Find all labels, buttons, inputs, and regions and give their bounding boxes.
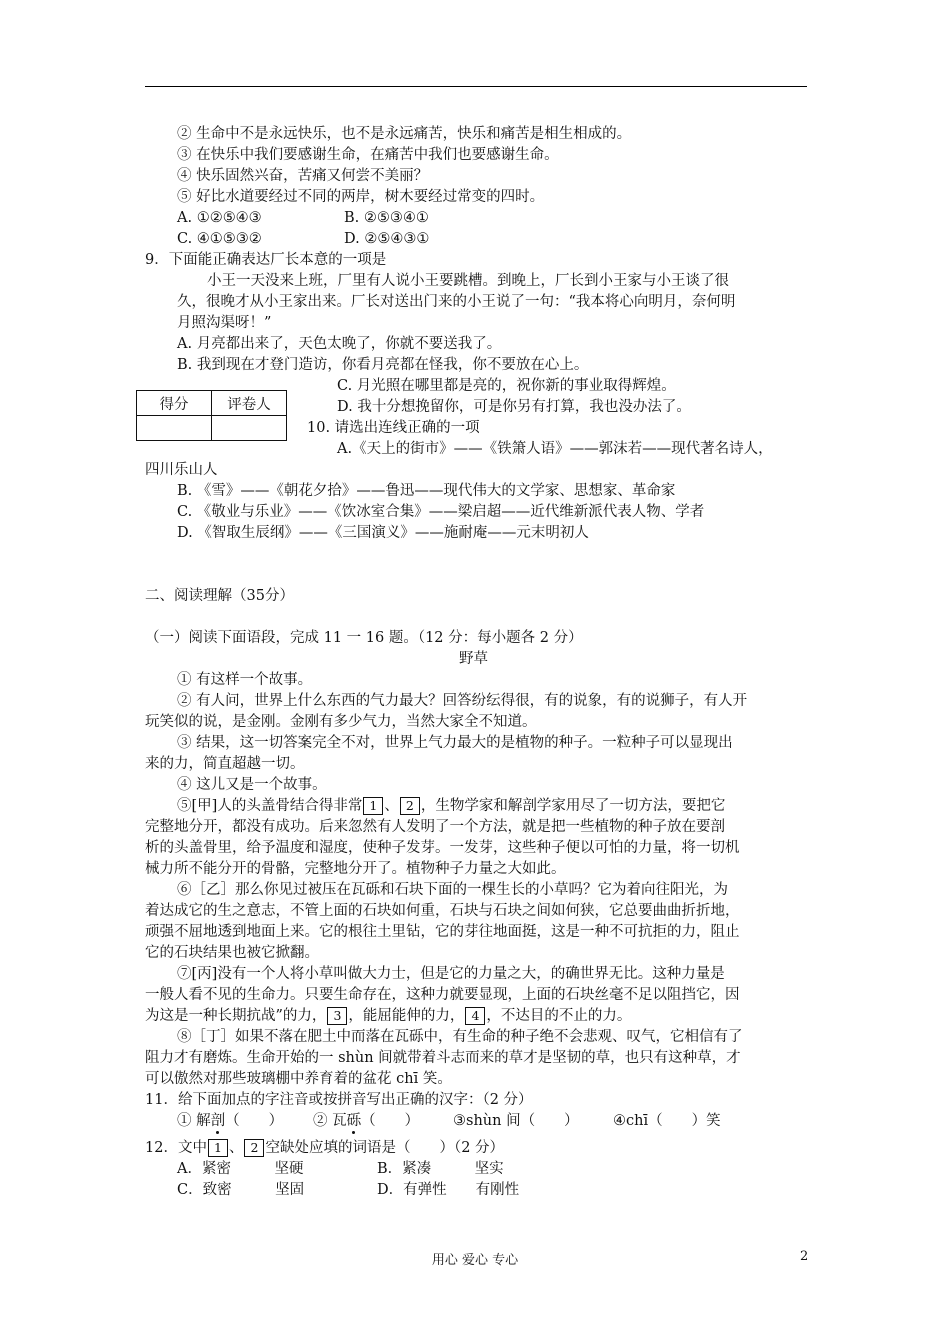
blank-box-2: 2: [244, 1139, 264, 1157]
page-number: 2: [800, 1249, 809, 1264]
text: ⑤[甲]人的头盖骨结合得非常: [177, 798, 363, 814]
text: 12．文中: [145, 1140, 207, 1156]
text: 空缺处应填的词语是（ ）（2 分）: [265, 1140, 505, 1156]
choice-d: D. ②⑤④③①: [344, 231, 430, 247]
question-9: 9．下面能正确表达厂长本意的一项是: [145, 252, 387, 268]
text: 为这是一种长期抗战”的力，: [145, 1008, 327, 1024]
blank-box-1: 1: [363, 797, 383, 815]
text: 、: [384, 798, 399, 814]
passage-line: ① 有这样一个故事。: [177, 672, 313, 688]
question-10: 10. 请选出连线正确的一项: [307, 420, 480, 436]
header-rule: [145, 86, 807, 87]
footer-text: 用心 爱心 专心: [431, 1253, 519, 1268]
grader-header: 评卷人: [212, 391, 287, 416]
option-line: ③ 在快乐中我们要感谢生命，在痛苦中我们也要感谢生命。: [177, 147, 559, 163]
question-11: 11．给下面加点的字注音或按拼音写出正确的汉字：（2 分）: [145, 1092, 533, 1108]
q11-item-1: [177, 1111, 283, 1131]
blank-box-2: 2: [400, 797, 420, 815]
passage-line: 月照沟渠呀！”: [177, 315, 272, 331]
dotted-char: 剖: [210, 1113, 226, 1129]
text: ① 解: [177, 1113, 211, 1129]
choice-d: D. 《智取生辰纲》——《三国演义》——施耐庵——元末明初人: [177, 525, 589, 541]
choice-b: B. ②⑤③④①: [344, 210, 429, 226]
passage-title: 野草: [459, 651, 488, 667]
choice-c: C. 《敬业与乐业》——《饮冰室合集》——梁启超——近代维新派代表人物、学者: [177, 504, 705, 520]
passage-line: ③ 结果，这一切答案完全不对，世界上气力最大的是植物的种子。一粒种子可以显现出: [177, 735, 733, 751]
blank-box-1: 1: [208, 1139, 228, 1157]
passage-line: [145, 1006, 631, 1026]
text: ，不达目的不止的力。: [486, 1008, 632, 1024]
choice-d: D．有弹性 有刚性: [377, 1182, 520, 1198]
passage-line: 久，很晚才从小王家出来。厂长对送出门来的小王说了一句：“我本将心向明月，奈何明: [177, 294, 736, 310]
choice-a-cont: 四川乐山人: [145, 462, 218, 478]
choice-b: B. 我到现在才登门造访，你看月亮都在怪我，你不要放在心上。: [177, 357, 589, 373]
option-line: ④ 快乐固然兴奋，苦痛又何尝不美丽？: [177, 168, 429, 184]
passage-line: ⑥［乙］那么你见过被压在瓦砾和石块下面的一棵生长的小草吗？它为着向往阳光，为: [177, 882, 728, 898]
score-table: [136, 390, 287, 441]
part-heading: （一）阅读下面语段，完成 11 一 16 题。（12 分：每小题各 2 分）: [145, 630, 583, 646]
choice-d: D. 我十分想挽留你，可是你另有打算，我也没办法了。: [337, 399, 691, 415]
text: ② 瓦: [313, 1113, 347, 1129]
passage-line: 顽强不屈地透到地面上来。它的根往土里钻，它的芽往地面挺，这是一种不可抗拒的力，阻止: [145, 924, 740, 940]
choice-b: B. 《雪》——《朝花夕拾》——鲁迅——现代伟大的文学家、思想家、革命家: [177, 483, 676, 499]
passage-line: [177, 796, 725, 816]
text: （ ）: [225, 1113, 284, 1129]
text: 、: [228, 1140, 244, 1156]
choice-c: C. 月光照在哪里都是亮的，祝你新的事业取得辉煌。: [337, 378, 676, 394]
passage-line: 析的头盖骨里，给予温度和湿度，使种子发芽。一发芽，这些种子便以可怕的力量，将一切机: [145, 840, 740, 856]
q11-item-3: ③shùn 间（ ）: [453, 1113, 579, 1129]
q11-item-2: [313, 1111, 419, 1131]
text: （ ）: [361, 1113, 420, 1129]
option-line: ⑤ 好比水道要经过不同的两岸，树木要经过常变的四时。: [177, 189, 545, 205]
choice-a: A.《天上的街市》——《铁箫人语》——郭沫若——现代著名诗人，: [337, 441, 773, 457]
q11-item-4: ④chī（ ）笑: [613, 1113, 721, 1129]
passage-line: 来的力，简直超越一切。: [145, 756, 305, 772]
choice-b: B．紧凑 坚实: [377, 1161, 504, 1177]
passage-line: 玩笑似的说，是金刚。金刚有多少气力，当然大家全不知道。: [145, 714, 537, 730]
section-heading: 二、阅读理解（35分）: [145, 588, 294, 604]
passage-line: ⑦[丙]没有一个人将小草叫做大力士，但是它的力量之大，的确世界无比。这种力量是: [177, 966, 725, 982]
choice-a: A. 月亮都出来了，天色太晚了，你就不要送我了。: [177, 336, 502, 352]
passage-line: 阻力才有磨炼。生命开始的一 shùn 间就带着斗志而来的草才是坚韧的草，也只有这种草，才: [145, 1050, 741, 1066]
question-12: [145, 1138, 504, 1158]
passage-line: 可以傲然对那些玻璃棚中养育着的盆花 chī 笑。: [145, 1071, 452, 1087]
dotted-char: 砾: [346, 1113, 362, 1129]
choice-c: C．致密 坚固: [177, 1182, 305, 1198]
choice-a: A. ①②⑤④③: [177, 210, 262, 226]
score-cell: [137, 416, 212, 441]
passage-line: ④ 这儿又是一个故事。: [177, 777, 327, 793]
passage-line: 械力所不能分开的骨骼，完整地分开了。植物种子力量之大如此。: [145, 861, 566, 877]
option-line: ② 生命中不是永远快乐，也不是永远痛苦，快乐和痛苦是相生相成的。: [177, 126, 632, 142]
choice-a: A．紧密 坚硬: [177, 1161, 304, 1177]
passage-line: 着达成它的生之意志，不管上面的石块如何重，石块与石块之间如何狭，它总要曲曲折折地，: [145, 903, 740, 919]
text: ，能屈能伸的力，: [348, 1008, 465, 1024]
score-header: 得分: [137, 391, 212, 416]
text: ，生物学家和解剖学家用尽了一切方法，要把它: [420, 798, 726, 814]
blank-box-4: 4: [465, 1007, 485, 1025]
blank-box-3: 3: [327, 1007, 347, 1025]
grader-cell: [212, 416, 287, 441]
passage-line: 完整地分开，都没有成功。后来忽然有人发明了一个方法，就是把一些植物的种子放在要剖: [145, 819, 725, 835]
passage-line: ⑧［丁］如果不落在肥土中而落在瓦砾中，有生命的种子绝不会悲观、叹气，它相信有了: [177, 1029, 743, 1045]
passage-line: 它的石块结果也被它掀翻。: [145, 945, 319, 961]
passage-line: 小王一天没来上班，厂里有人说小王要跳槽。到晚上，厂长到小王家与小王谈了很: [207, 273, 729, 289]
passage-line: 一般人看不见的生命力。只要生命存在，这种力就要显现，上面的石块丝毫不足以阻挡它，因: [145, 987, 740, 1003]
choice-c: C. ④①⑤③②: [177, 231, 262, 247]
passage-line: ② 有人问，世界上什么东西的气力最大？回答纷纭得很，有的说象，有的说狮子，有人开: [177, 693, 748, 709]
